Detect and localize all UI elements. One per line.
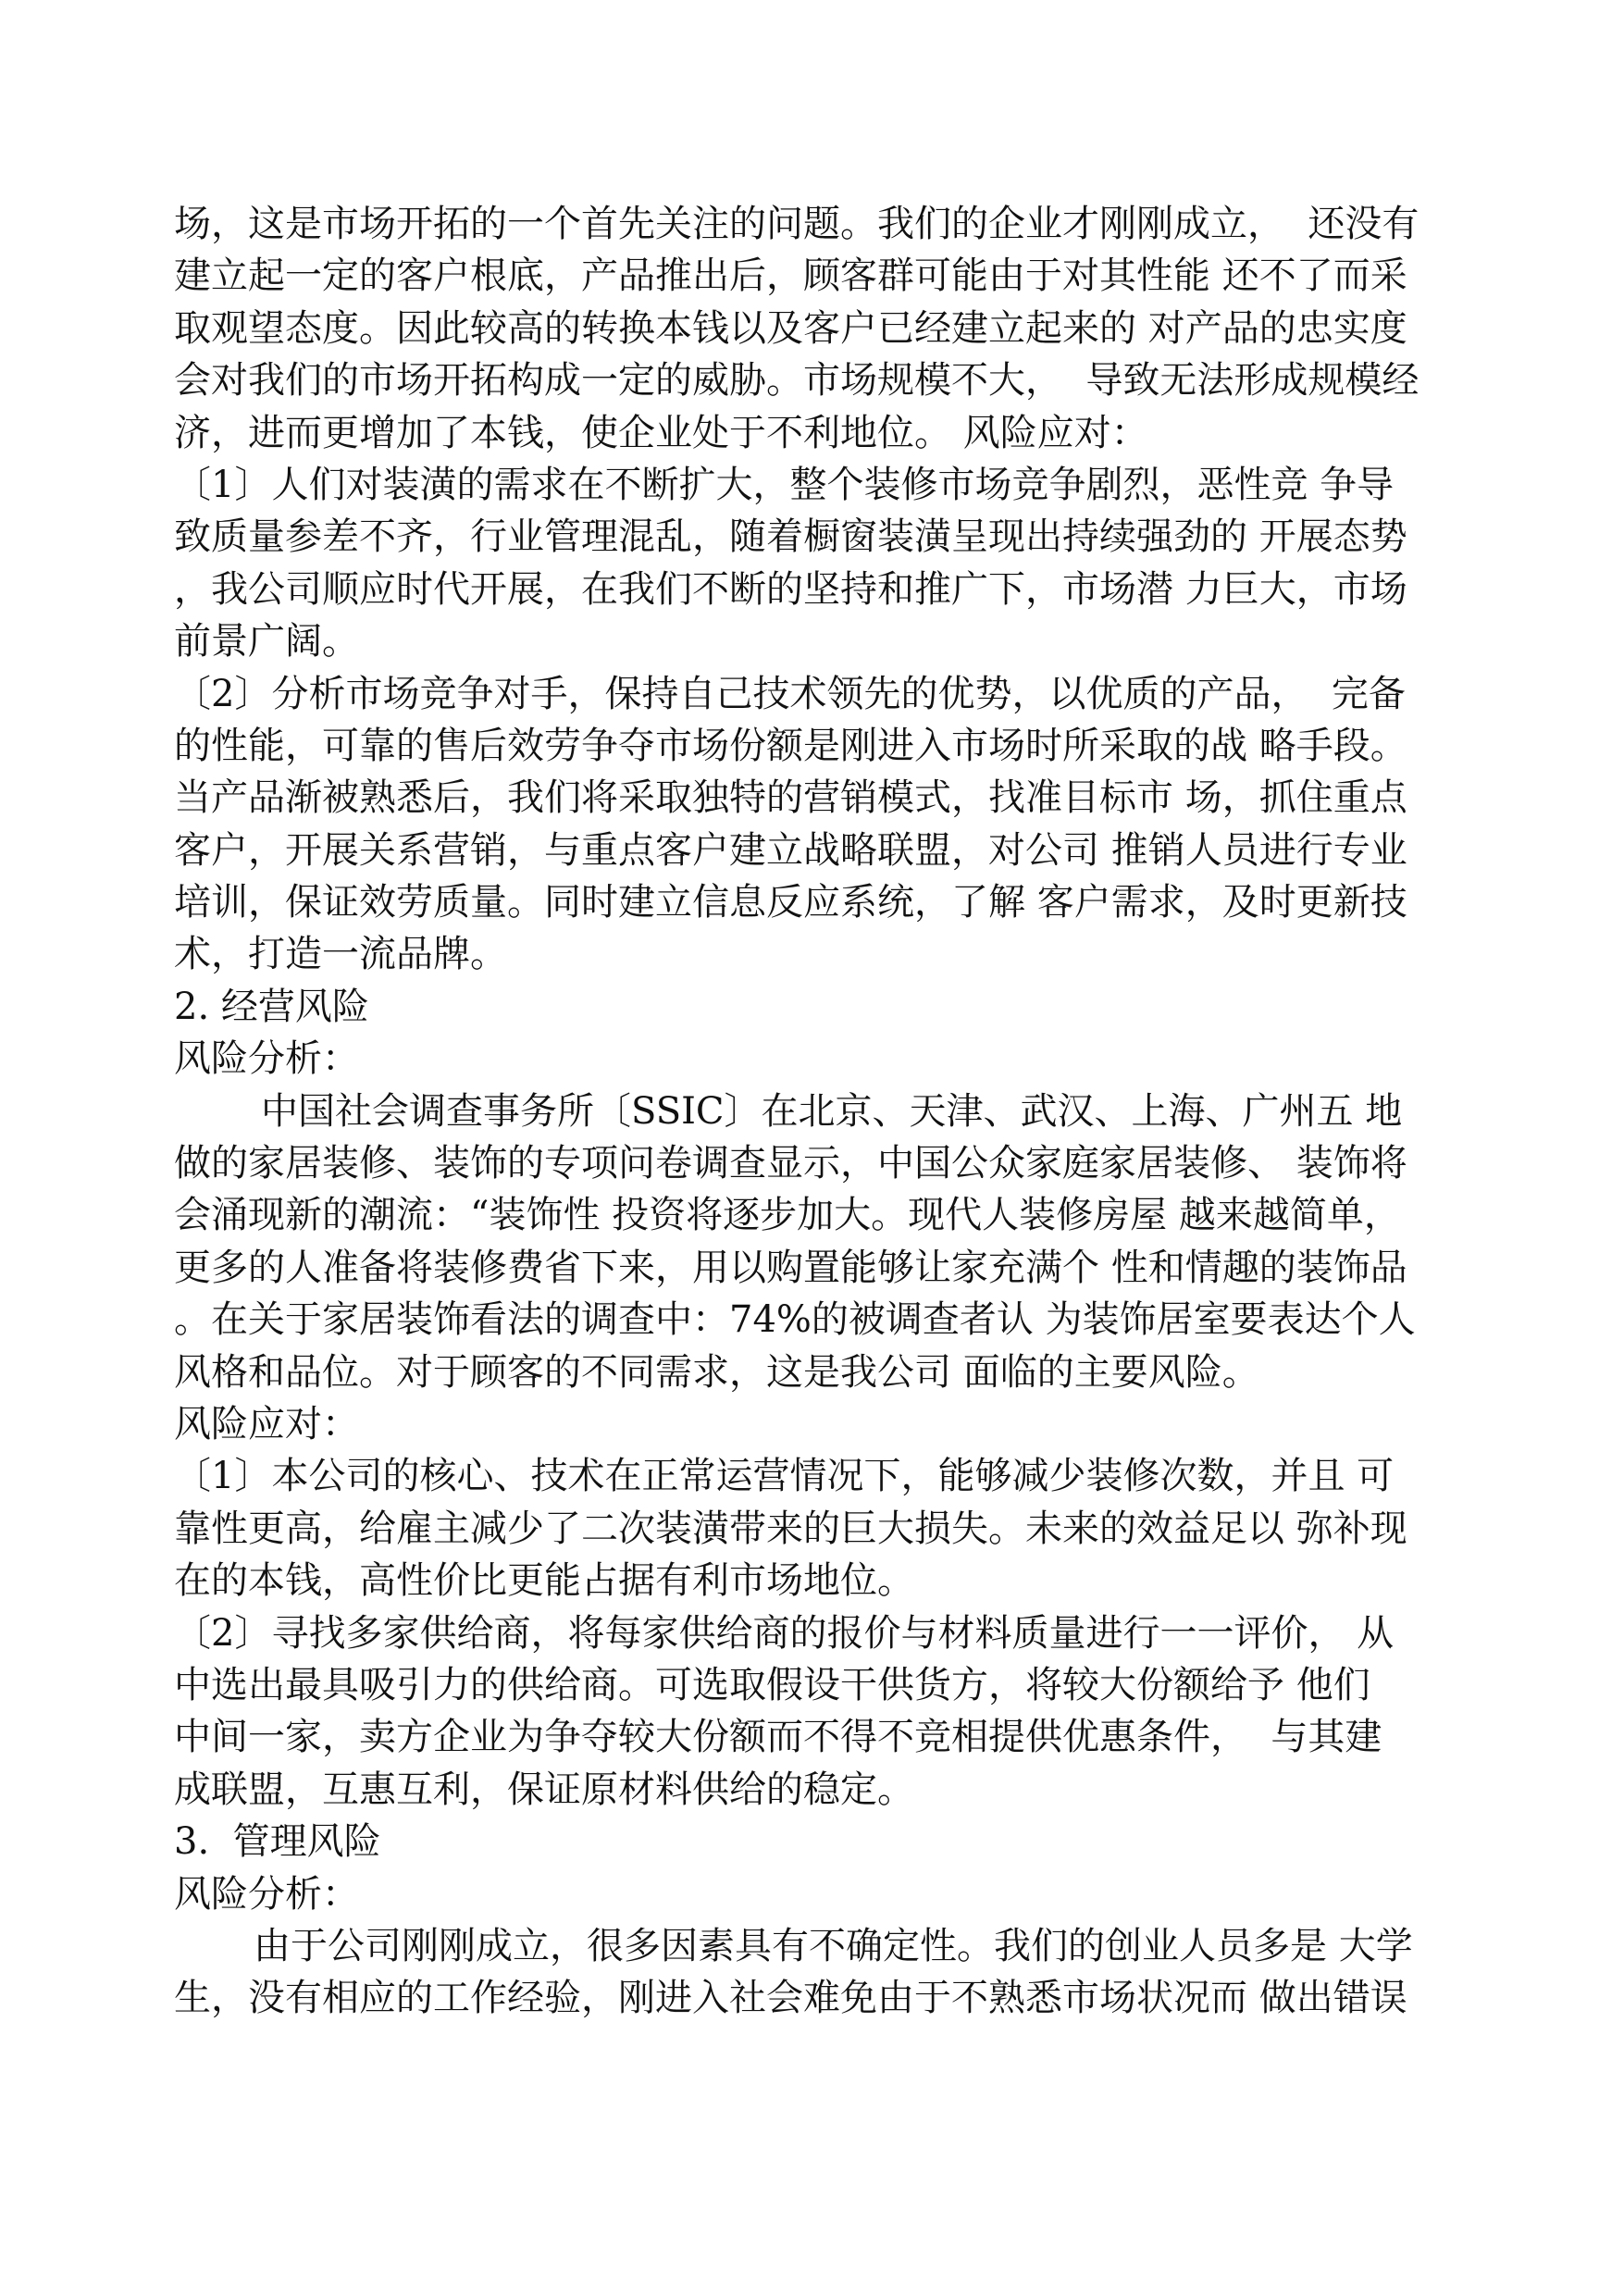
text-line: 中国社会调查事务所〔SSIC〕在北京、天津、武汉、上海、广州五 地 [261,1089,1403,1133]
text-line: 。在关于家居装饰看法的调查中：74%的被调查者认 为装饰居室要表达个人 [174,1298,1416,1342]
text-line: 〔1〕本公司的核心、技术在正常运营情况下，能够减少装修次数，并且 可 [174,1455,1395,1498]
text-line: 致质量参差不齐，行业管理混乱，随着橱窗装潢呈现出持续强劲的 开展态势 [174,515,1407,559]
text-line: 中间一家，卖方企业为争夺较大份额而不得不竞相提供优惠条件， 与其建 [174,1716,1382,1759]
text-line: 建立起一定的客户根底，产品推出后，顾客群可能由于对其性能 还不了而采 [174,254,1407,298]
text-line: 前景广阔。 [174,620,359,664]
text-line: 当产品渐被熟悉后，我们将采取独特的营销模式，找准目标市 场，抓住重点 [174,776,1407,820]
text-line: 在的本钱，高性价比更能占据有利市场地位。 [174,1559,914,1603]
text-line: 更多的人准备将装修费省下来，用以购置能够让家充满个 性和情趣的装饰品 [174,1246,1407,1289]
text-line: 中选出最具吸引力的供给商。可选取假设干供货方，将较大份额给予 他们 [174,1663,1370,1706]
subsection-label: 风险分析： [174,1872,359,1916]
text-line: 生，没有相应的工作经验，刚进入社会难免由于不熟悉市场状况而 做出错误 [174,1977,1407,2020]
subsection-label: 风险分析： [174,1037,359,1081]
text-line: 〔1〕人们对装潢的需求在不断扩大，整个装修市场竞争剧烈，恶性竞 争导 [174,463,1395,506]
text-line: 风格和品位。对于顾客的不同需求，这是我公司 面临的主要风险。 [174,1350,1259,1394]
section-heading: 2. 经营风险 [174,985,369,1028]
text-line: 靠性更高，给雇主减少了二次装潢带来的巨大损失。未来的效益足以 弥补现 [174,1507,1407,1550]
text-line: 〔2〕寻找多家供给商，将每家供给商的报价与材料质量进行一一评价， 从 [174,1611,1395,1655]
text-line: ，我公司顺应时代开展，在我们不断的坚持和推广下，市场潜 力巨大，市场 [174,567,1407,611]
text-line: 做的家居装修、装饰的专项问卷调查显示，中国公众家庭家居装修、 装饰将 [174,1142,1407,1185]
subsection-label: 风险应对： [174,1402,359,1445]
document-body [174,198,1451,2025]
text-line: 〔2〕分析市场竞争对手，保持自己技术领先的优势，以优质的产品， 完备 [174,672,1406,715]
text-line: 由于公司刚刚成立，很多因素具有不确定性。我们的创业人员多是 大学 [254,1924,1413,1967]
text-line: 的性能，可靠的售后效劳争夺市场份额是刚进入市场时所采取的战 略手段。 [174,724,1407,767]
section-heading: 3. 管理风险 [174,1820,381,1864]
text-line: 会涌现新的潮流：“装饰性 投资将逐步加大。现代人装修房屋 越来越简单， [174,1194,1401,1237]
text-line: 会对我们的市场开拓构成一定的威胁。市场规模不大， 导致无法形成规模经 [174,359,1419,403]
text-line: 客户，开展关系营销，与重点客户建立战略联盟，对公司 推销人员进行专业 [174,828,1407,872]
text-line: 术，打造一流品牌。 [174,933,507,976]
text-line: 场，这是市场开拓的一个首先关注的问题。我们的企业才刚刚成立， 还没有 [174,203,1419,245]
text-line: 成联盟，互惠互利，保证原材料供给的稳定。 [174,1768,914,1811]
text-line: 培训，保证效劳质量。同时建立信息反应系统，了解 客户需求，及时更新技 [174,881,1407,924]
text-line: 济，进而更增加了本钱，使企业处于不利地位。 风险应对： [174,411,1148,454]
text-line: 取观望态度。因此较高的转换本钱以及客户已经建立起来的 对产品的忠实度 [174,306,1407,350]
